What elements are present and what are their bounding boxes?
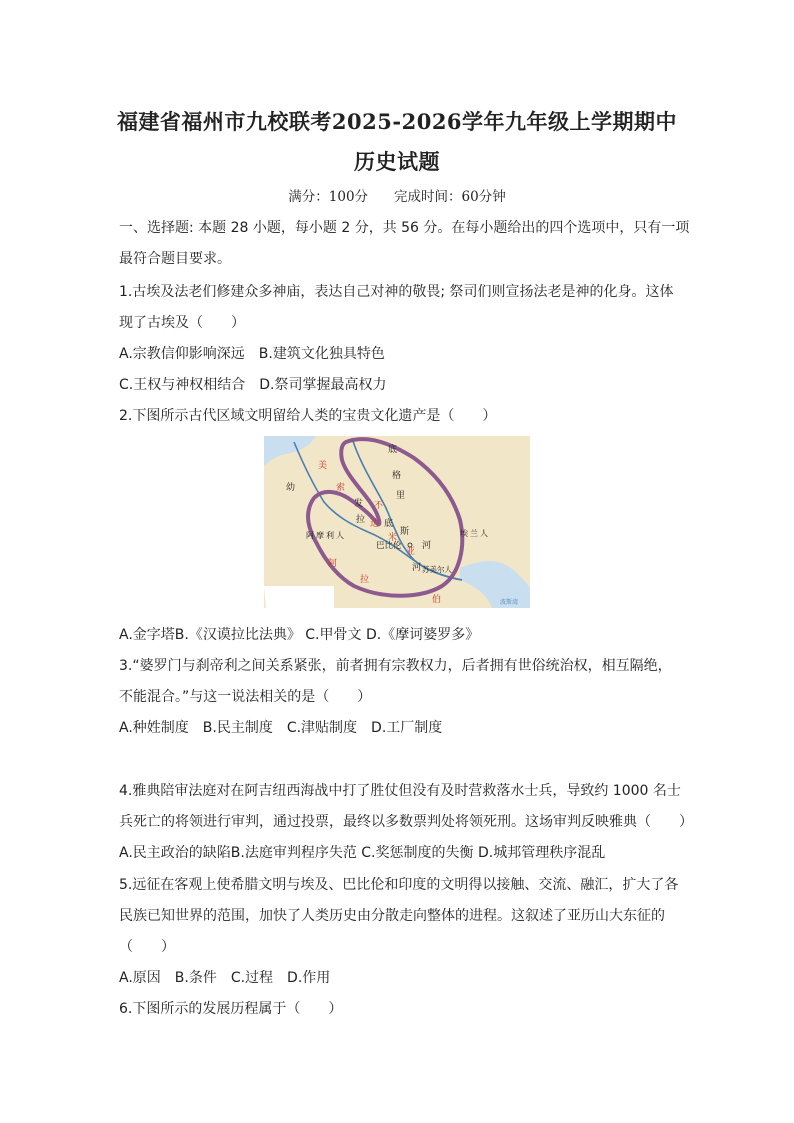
q1-options-1: A.宗教信仰影响深远 B.建筑文化独具特色 (119, 346, 385, 362)
q5-stem-2: 民族已知世界的范围，加快了人类历史由分散走向整体的进程。这叙述了亚历山大东征的 (119, 908, 665, 924)
q5-stem-1: 5.远征在客观上使希腊文明与埃及、巴比伦和印度的文明得以接触、交流、融汇，扩大了各 (119, 877, 679, 893)
q5-stem-3: （ ） (119, 939, 175, 955)
q2-options: A.金字塔B.《汉谟拉比法典》 C.甲骨文 D.《摩诃婆罗多》 (119, 627, 480, 643)
label-la: 拉 (356, 514, 366, 524)
q6-stem: 6.下图所示的发展历程属于（ ） (119, 1001, 343, 1017)
label-a: 阿 (328, 558, 338, 568)
label-you: 幼 (286, 482, 296, 492)
q1-stem-2: 现了古埃及（ ） (119, 315, 245, 331)
label-suo: 索 (336, 482, 346, 492)
label-he-east: 河 (422, 540, 432, 550)
q4-stem-2: 兵死亡的将领进行审判，通过投票，最终以多数票判处将领死刑。这场审判反映雅典（ ） (119, 814, 693, 830)
label-di-north: 底 (388, 444, 398, 454)
map-blank-corner (264, 586, 334, 608)
label-bo: 伯 (432, 594, 442, 604)
label-bu: 不 (374, 500, 384, 510)
label-la2: 拉 (360, 574, 370, 584)
exam-meta (0, 185, 794, 205)
mesopotamia-map (264, 436, 530, 608)
q4-options: A.民主政治的缺陷B.法庭审判程序失范 C.奖惩制度的失衡 D.城邦管理秩序混乱 (119, 845, 606, 861)
label-da: 达 (370, 518, 380, 528)
section-intro-1: 一、选择题: 本题 28 小题，每小题 2 分，共 56 分。在每小题给出的四个选项中，只有一项 (119, 220, 690, 236)
section-intro-2: 最符合题目要求。 (119, 251, 231, 267)
label-ya: 亚 (406, 546, 416, 556)
label-sumerians: 苏美尔人 (422, 565, 452, 574)
label-elamites: 埃 兰 人 (460, 529, 488, 538)
q3-stem-1: 3.“婆罗门与刹帝利之间关系紧张，前者拥有宗教权力，后者拥有世俗统治权，相互隔绝， (119, 658, 672, 674)
q5-options: A.原因 B.条件 C.过程 D.作用 (119, 970, 331, 986)
label-si: 斯 (400, 526, 410, 536)
label-ge: 格 (392, 470, 402, 480)
label-persian-gulf: 波斯湾 (500, 600, 519, 606)
label-fa: 发 (354, 498, 364, 508)
q1-options-2: C.王权与神权相结合 D.祭司掌握最高权力 (119, 377, 387, 393)
q3-options: A.种姓制度 B.民主制度 C.津贴制度 D.工厂制度 (119, 720, 443, 736)
label-di-south: 底 (384, 518, 394, 528)
time-limit: 完成时间：60分钟 (394, 189, 506, 205)
label-he-south: 河 (412, 562, 422, 572)
label-babylon: 巴比伦 (376, 540, 402, 550)
q2-stem: 2.下图所示古代区域文明留给人类的宝贵文化遗产是（ ） (119, 408, 497, 424)
exam-subject: 历史试题 (354, 149, 440, 174)
label-mei: 美 (318, 460, 328, 470)
label-mi: 米 (388, 532, 398, 542)
q1-stem-1: 1.古埃及法老们修建众多神庙，表达自己对神的敬畏; 祭司们则宣扬法老是神的化身。这体 (119, 284, 674, 300)
label-li: 里 (396, 490, 406, 500)
full-score: 满分：100分 (288, 189, 369, 205)
q4-stem-1: 4.雅典陪审法庭对在阿吉纽西海战中打了胜仗但没有及时营救落水士兵，导致约 1000 名士 (119, 783, 681, 799)
label-amorites: 阿 摩 利 人 (306, 531, 344, 540)
q3-stem-2: 不能混合。”与这一说法相关的是（ ） (119, 689, 372, 705)
exam-title: 福建省福州市九校联考2025-2026学年九年级上学期期中 (116, 109, 678, 134)
